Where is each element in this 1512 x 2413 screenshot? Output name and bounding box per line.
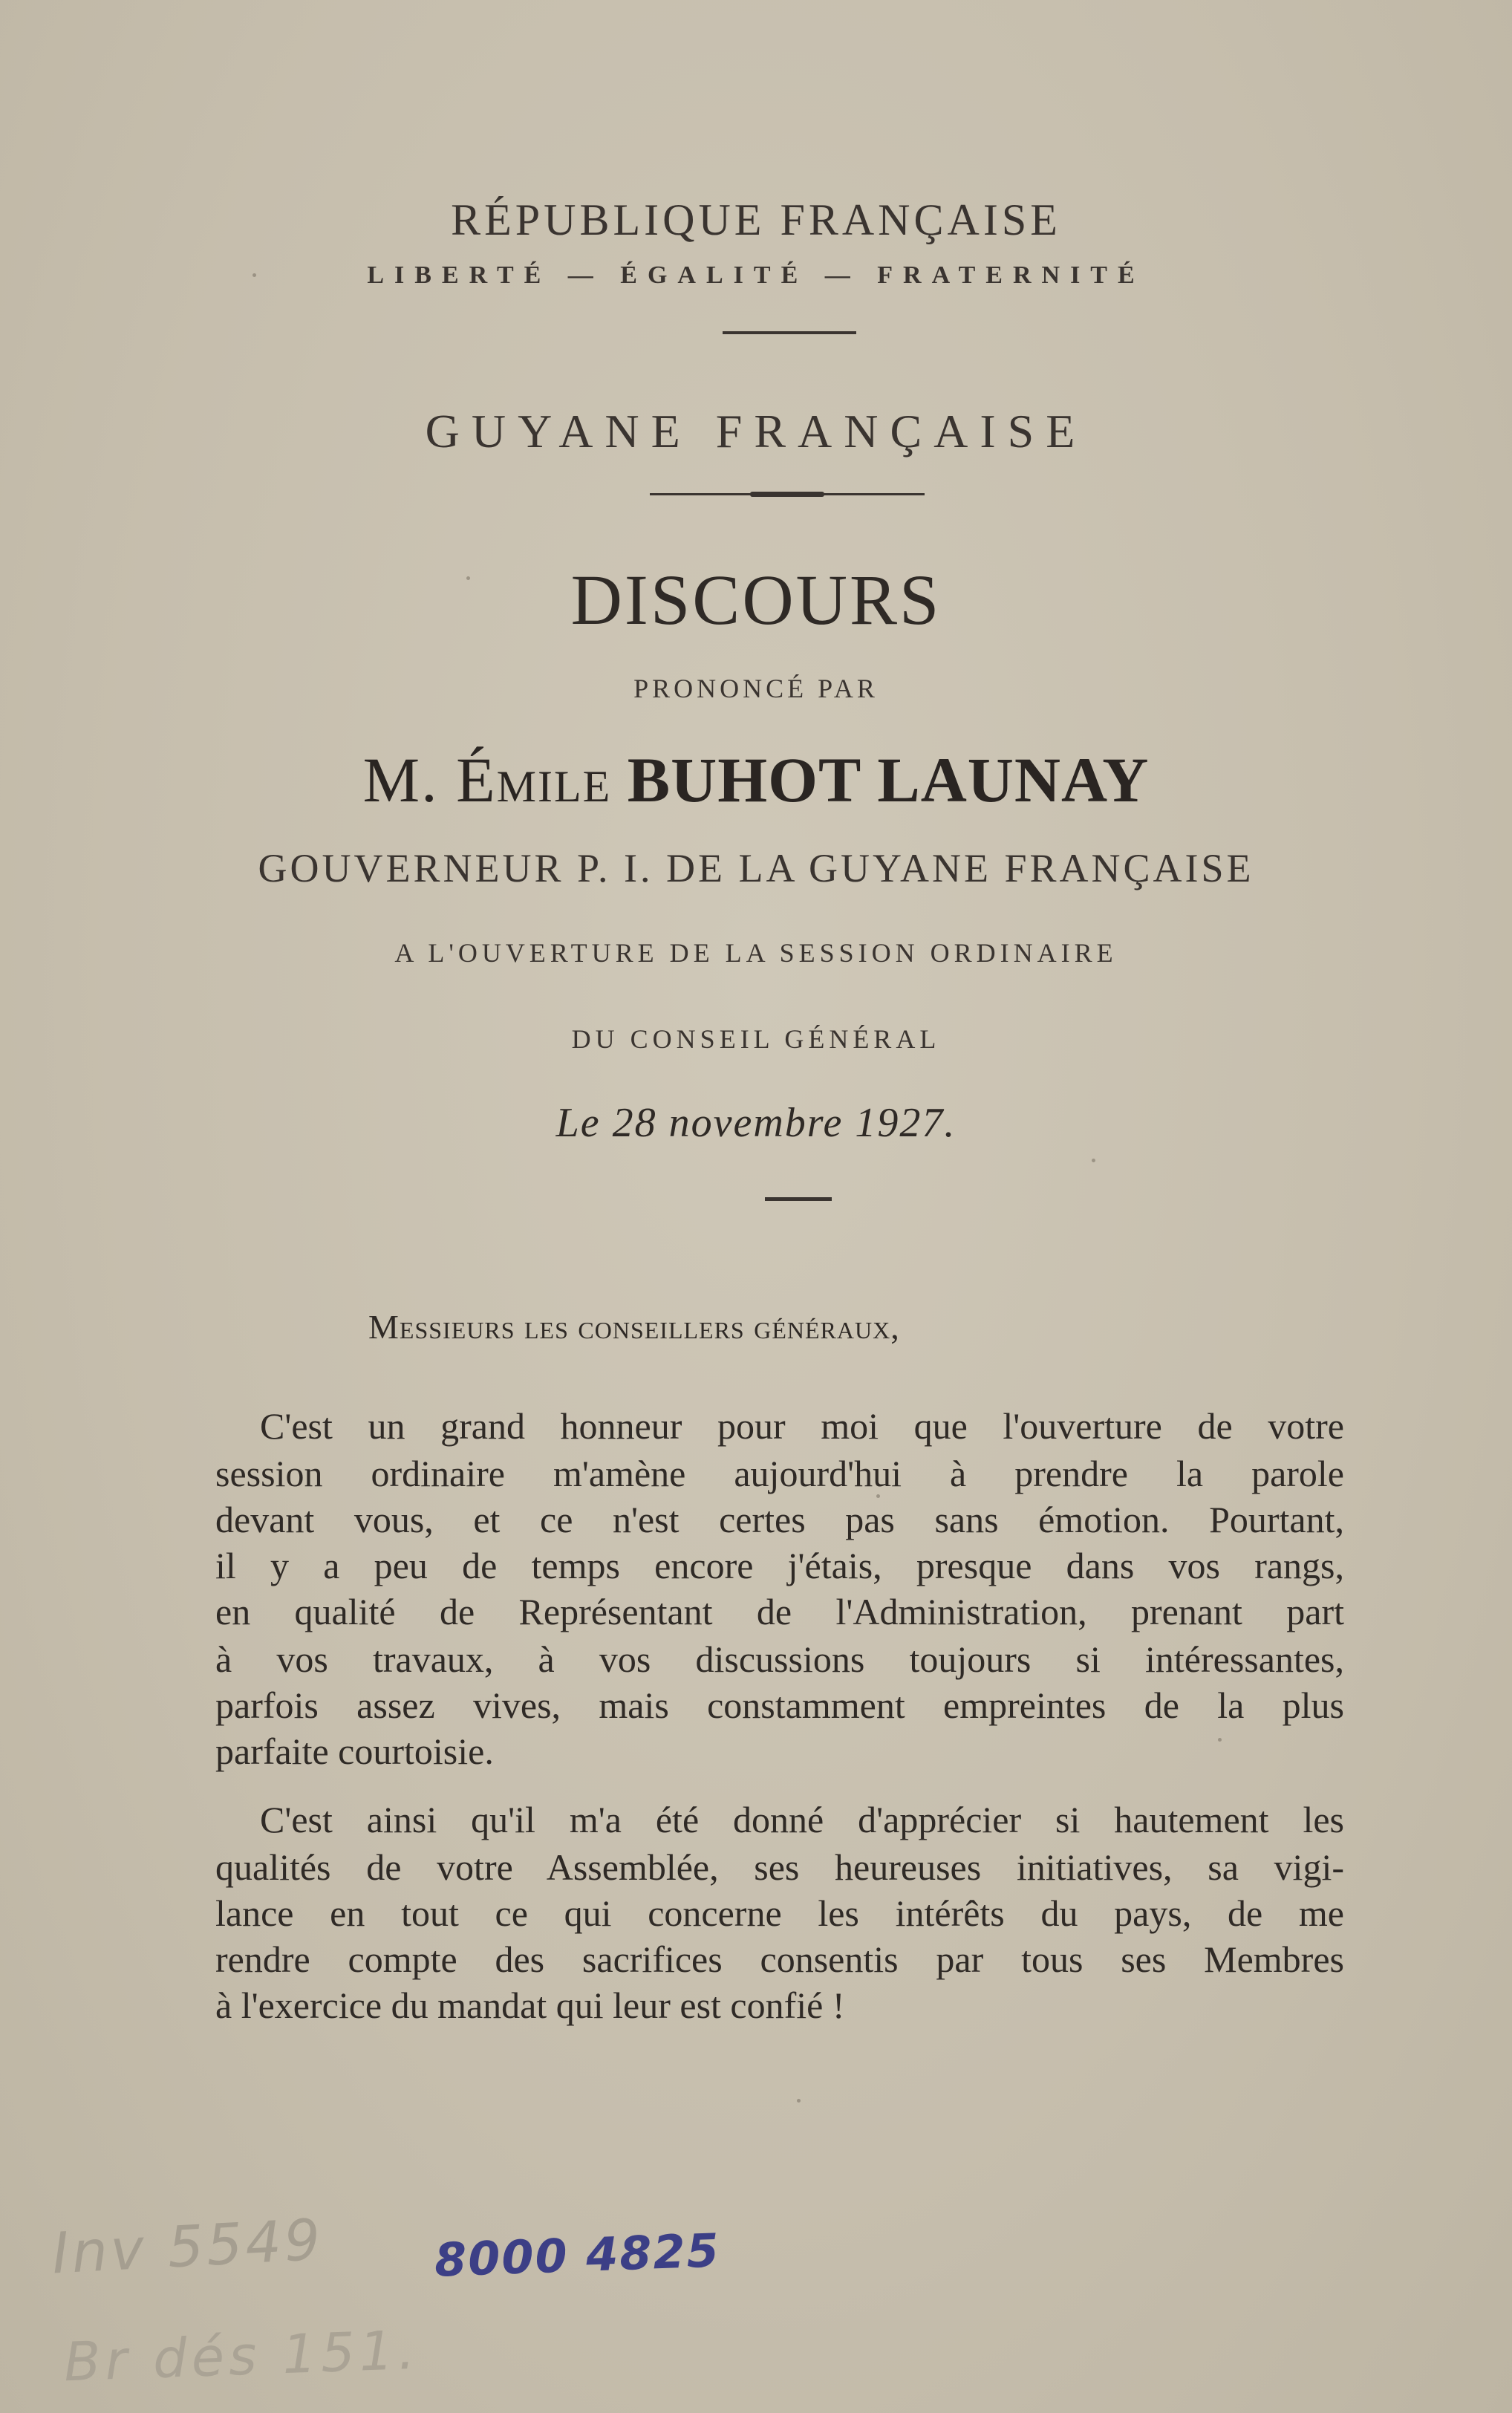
paper-speck <box>876 1494 880 1498</box>
paragraph-line: C'est un grand honneur pour moi que l'ouverture de votre <box>260 1405 1344 1447</box>
paragraph-line: lance en tout ce qui concerne les intérêts du pays, de me <box>215 1892 1344 1934</box>
document-title: DISCOURS <box>570 560 942 639</box>
speaker-name-prefix: M. Émile <box>362 744 612 815</box>
paper-speck <box>252 273 256 277</box>
council-line: DU CONSEIL GÉNÉRAL <box>571 1024 941 1054</box>
speaker-office: GOUVERNEUR P. I. DE LA GUYANE FRANÇAISE <box>258 846 1254 890</box>
paper-speck <box>797 2099 801 2103</box>
paper-speck <box>466 576 470 580</box>
paper-speck <box>1092 1159 1095 1162</box>
paragraph-line: rendre compte des sacrifices consentis par tous ses Membres <box>215 1938 1344 1980</box>
colony-heading: GUYANE FRANÇAISE <box>425 405 1087 457</box>
national-motto: LIBERTÉ — ÉGALITÉ — FRATERNITÉ <box>367 261 1145 289</box>
salutation: Messieurs les conseillers généraux, <box>368 1308 900 1346</box>
speaker-surname: BUHOT LAUNAY <box>627 744 1150 815</box>
pencil-inventory-note: Inv 5549 <box>50 2206 325 2287</box>
ink-stamp-number: 8000 4825 <box>433 2223 721 2287</box>
paragraph-line: parfaite courtoisie. <box>215 1730 494 1772</box>
speaker-name <box>0 743 1512 817</box>
divider-rule <box>765 1197 832 1201</box>
paper-speck <box>1218 1738 1222 1742</box>
paragraph-line: qualités de votre Assemblée, ses heureuses initiatives, sa vigi- <box>215 1846 1344 1888</box>
ornamental-rule <box>650 493 925 495</box>
pronounced-by: PRONONCÉ PAR <box>633 674 879 703</box>
paragraph-line: session ordinaire m'amène aujourd'hui à prendre la parole <box>215 1453 1344 1494</box>
paragraph-line: parfois assez vives, mais constamment empreintes de la plus <box>215 1684 1344 1726</box>
paragraph-line: à l'exercice du mandat qui leur est confié ! <box>215 1984 845 2026</box>
paragraph-line: C'est ainsi qu'il m'a été donné d'apprécier si hautement les <box>260 1799 1344 1840</box>
occasion-line: A L'OUVERTURE DE LA SESSION ORDINAIRE <box>394 938 1118 968</box>
republic-heading: RÉPUBLIQUE FRANÇAISE <box>451 195 1061 244</box>
paragraph-line: à vos travaux, à vos discussions toujours si intéressantes, <box>215 1638 1344 1680</box>
paragraph-line: en qualité de Représentant de l'Administration, prenant part <box>215 1591 1344 1632</box>
paragraph-line: devant vous, et ce n'est certes pas sans émotion. Pourtant, <box>215 1499 1344 1540</box>
pencil-shelfmark-note: Br dés 151. <box>62 2318 420 2394</box>
divider-rule <box>723 331 856 334</box>
speech-date: Le 28 novembre 1927. <box>555 1100 957 1146</box>
paragraph-line: il y a peu de temps encore j'étais, presque dans vos rangs, <box>215 1545 1344 1586</box>
